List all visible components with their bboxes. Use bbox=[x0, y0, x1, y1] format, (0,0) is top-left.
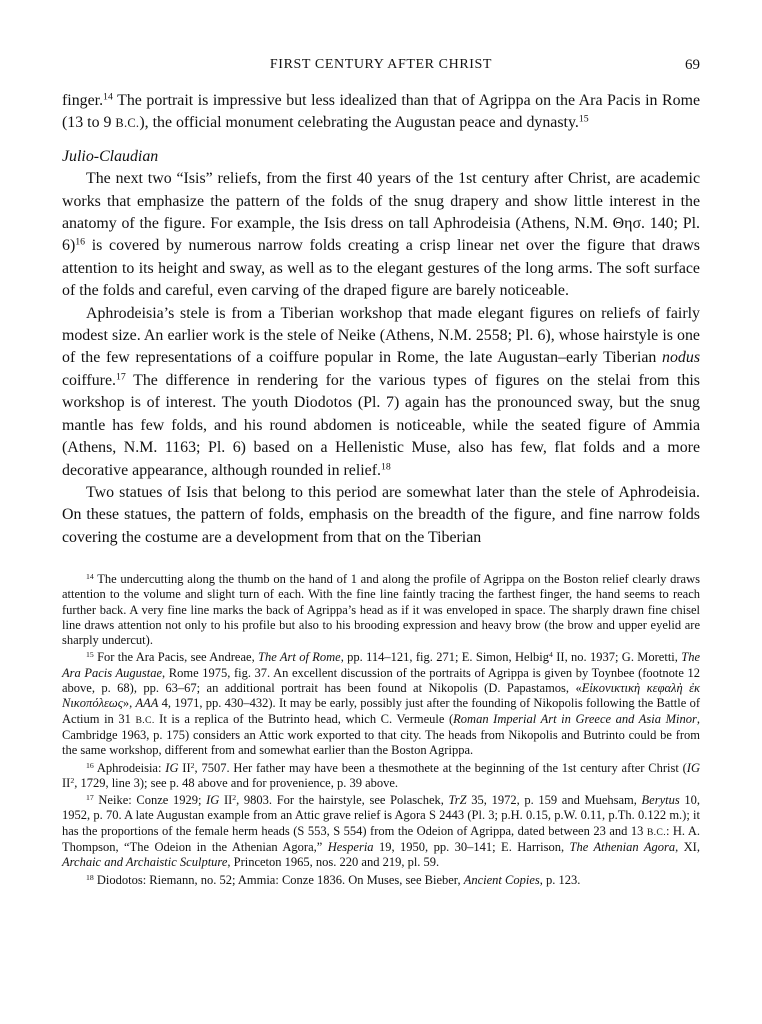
paragraph-4: Two statues of Isis that belong to this period are somewhat later than the stele of Aphrodeisia. On these statues, the pattern of folds, emphasis on the breadth of the figure, and fine narrow folds covering the costume are a development from that on the Tiberian bbox=[62, 483, 700, 546]
footnote-ref-14[interactable]: 14 bbox=[103, 91, 113, 103]
running-head-title: FIRST CENTURY AFTER CHRIST bbox=[269, 57, 493, 72]
paragraph-3: Aphrodeisia’s stele is from a Tiberian workshop that made elegant figures on reliefs of fairly modest size. An earlier work is the stele of Neike (Athens, N.M. 2558; Pl. 6), whose hairstyle is one of the few representations of a coiffure popular in Rome, the late Augustan–early Tiberian nodus coiffure.$^{17}$ The difference in rendering for the various types of figures on the stelai from this workshop is of interest. The youth Diodotos (Pl. 7) again has the pronounced sway, but the snug mantle has few folds, and his round abdomen is noticeable, while the seated figure of Ammia (Athens, N.M. 1163; Pl. 6) based on a Hellenistic Muse, also has few, flat folds and a more decorative appearance, although rounded in relief.$^{18}$ bbox=[62, 304, 700, 479]
page-number: 69 bbox=[685, 57, 700, 73]
footnotes bbox=[62, 572, 700, 890]
running-head bbox=[62, 57, 700, 77]
footnote-ref-17[interactable]: 17 bbox=[115, 371, 126, 383]
footnote-15: $^{15}$ For the Ara Pacis, see Andreae, The Art of Rome, pp. 114–121, fig. 271; E. Simon, Helbig$^4$ II, no. 1937; G. Moretti, The Ara Pacis Augustae, Rome 1975, fig. 37. An excellent discussion of the portraits of Agrippa is given by Toynbee (footnote 12 above, p. 68), pp. 63–67; an additional portrait has been found at Nikopolis (D. Papastamos, «Εἰκονικτικὴ κεφαλὴ ἐκ Νικοπόλεως», AAA 4, 1971, pp. 430–432). It may be early, possibly just after the founding of Nikopolis following the Battle of Actium in 31 B.C. It is a replica of the Butrinto head, which C. Vermeule (Roman Imperial Art in Greece and Asia Minor, Cambridge 1963, p. 175) considers an Attic work exported to that city. The heads from Nikopolis and Butrinto could be from the same workshop, different from and somewhat earlier than the Boston Agrippa. bbox=[62, 650, 700, 758]
footnote-18: $^{18}$ Diodotos: Riemann, no. 52; Ammia: Conze 1836. On Muses, see Bieber, Ancient Copies, p. 123. bbox=[86, 872, 581, 887]
paragraph-1: finger.$^{14}$ The portrait is impressive but less idealized than that of Agrippa on the Ara Pacis in Rome (13 to 9 B.C.), the official monument celebrating the Augustan peace and dynasty.$^{15}$ bbox=[62, 91, 700, 132]
footnote-ref-16[interactable]: 16 bbox=[75, 237, 86, 249]
footnote-16: $^{16}$ Aphrodeisia: IG $II^2$, 7507. Her father may have been a thesmothete at the beginning of the 1st century after Christ (IG $II^2$, 1729, line 3); see p. 48 above and for provenience, p. 39 above. bbox=[62, 760, 700, 790]
section-heading: Julio-Claudian bbox=[62, 147, 159, 165]
body-text bbox=[62, 90, 700, 549]
paragraph-2: The next two “Isis” reliefs, from the first 40 years of the 1st century after Christ, are academic works that emphasize the pattern of the folds of the snug drapery and show little interest in the anatomy of the figure. For example, the Isis dress on tall Aphrodeisia (Athens, N.M. Θησ. 140; Pl. 6)$^{16}$ is covered by numerous narrow folds creating a crisp linear net over the figure that draws attention to its height and sway, as well as to the elegant gestures of the long arms. The soft surface of the folds and careful, even carving of the draped figure are barely noticeable. bbox=[62, 170, 700, 300]
footnote-14: $^{14}$ The undercutting along the thumb on the hand of 1 and along the profile of Agrippa on the Boston relief clearly draws attention to the volume and slight turn of each. With the fine line faintly tracing the farthest finger, the hand seems to reach further back. A very fine line marks the back of Agrippa’s head as if it was enveloped in space. The sharply drawn fine chisel line draws attention not only to his profile but also to his brooding expression and heavy brow (the brow and upper eyelid are sharply undercut). bbox=[62, 571, 700, 648]
footnote-ref-18[interactable]: 18 bbox=[380, 461, 391, 473]
footnote-17: $^{17}$ Neike: Conze 1929; IG $II^2$, 9803. For the hairstyle, see Polaschek, TrZ 35, 1972, p. 159 and Muehsam, Berytus 10, 1952, p. 70. A late Augustan example from an Attic grave relief is Agora S 2443 (Pl. 3; p.H. 0.15, p.W. 0.11, p.Th. 0.122 m.); it has the proportions of the female herm heads (S 553, S 554) from the Odeion of Agrippa, dated between 23 and 13 B.C.: H. A. Thompson, “The Odeion in the Athenian Agora,” Hesperia 19, 1950, pp. 30–141; E. Harrison, The Athenian Agora, XI, Archaic and Archaistic Sculpture, Princeton 1965, nos. 220 and 219, pl. 59. bbox=[62, 792, 701, 870]
footnote-ref-15[interactable]: 15 bbox=[578, 113, 589, 125]
